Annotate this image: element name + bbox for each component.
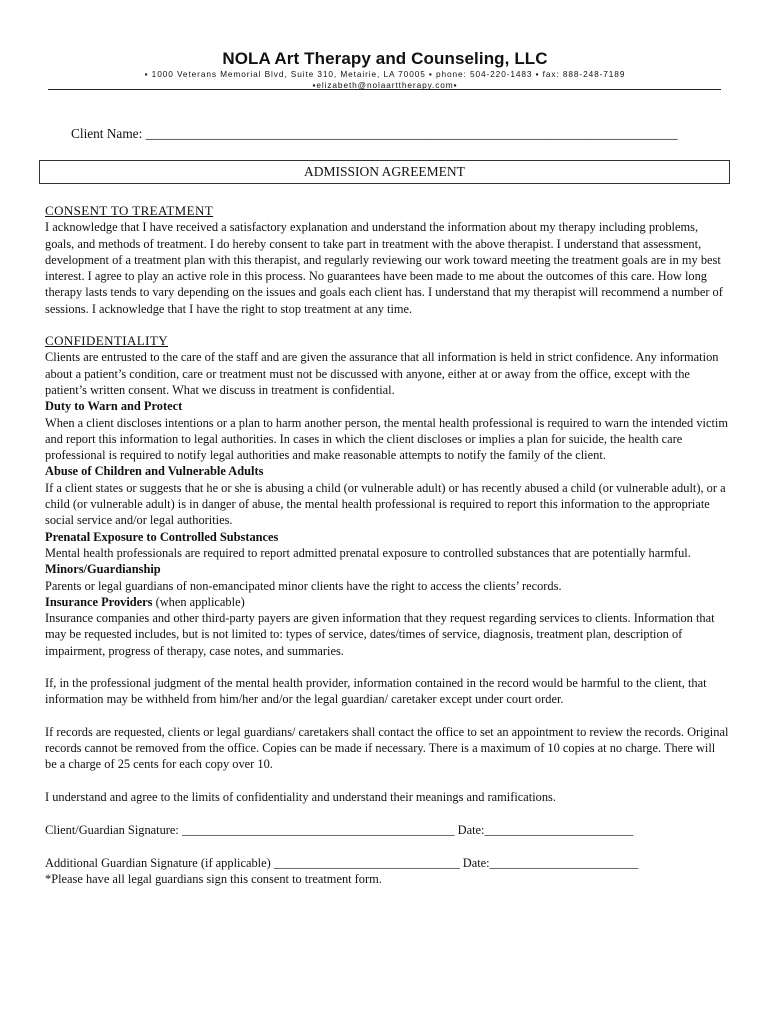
guardian-note: *Please have all legal guardians sign this consent to treatment form.	[45, 872, 382, 887]
consent-heading: CONSENT TO TREATMENT	[45, 203, 214, 218]
client-name-label: Client Name:	[71, 126, 143, 141]
insurance-heading-row	[45, 594, 729, 610]
client-signature-label: Client/Guardian Signature:	[45, 822, 182, 837]
header-divider	[48, 89, 721, 90]
form-title-box	[39, 160, 730, 184]
confidentiality-paragraph: Clients are entrusted to the care of the staff and are given the assurance that all information is held in strict confidence. Any information about a patient’s condition, care or treatment must not be discussed with anyone, either at or away from the office, except with the patient’s written consent. What we discuss in treatment is confidential.	[45, 350, 719, 397]
prenatal-paragraph: Mental health professionals are required to report admitted prenatal exposure to controlled substances that are potentially harmful.	[45, 545, 691, 560]
spacer	[45, 773, 729, 789]
client-name-row	[71, 126, 677, 142]
guardian-signature-row	[45, 855, 729, 871]
spacer	[45, 659, 729, 675]
client-name-field[interactable]: ________________________________________________________________________________	[145, 126, 678, 141]
duty-to-warn-heading: Duty to Warn and Protect	[45, 399, 183, 414]
guardian-signature-label: Additional Guardian Signature (if applicable)	[45, 856, 274, 871]
duty-to-warn-paragraph: When a client discloses intentions or a plan to harm another person, the mental health professional is required to warn the intended victim and report this information to legal authorities. In cases in which the client discloses or implies a plan for suicide, the health care professional is required to notify legal authorities and make reasonable attempts to notify the family of the client.	[45, 415, 729, 463]
minors-paragraph: Parents or legal guardians of non-emancipated minor clients have the right to access the clients’ records.	[45, 578, 562, 593]
practice-contact	[0, 69, 770, 91]
client-date-label: Date:	[454, 822, 485, 837]
guardian-signature-field[interactable]: ______________________________	[273, 856, 460, 871]
client-signature-row	[45, 822, 729, 838]
address-line: ▪ 1000 Veterans Memorial Blvd, Suite 310, Metairie, LA 70005 ▪ phone: 504-220-1483 ▪ fax: 888-248-7189	[144, 69, 626, 79]
consent-paragraph: I acknowledge that I have received a satisfactory explanation and understand the information about my therapy including problems, goals, and methods of treatment. I do hereby consent to take part in treatment with the above therapist. I understand that assessment, development of a treatment plan with this therapist, and regularly reviewing our work toward meeting the treatment goals are in my best interest. I agree to play an active role in this process. No guarantees have been made to me about the outcomes of this care. How long therapy lasts tends to vary depending on the issues and goals each client has. I understand that my therapist will recommend a number of sessions. I acknowledge that I have the right to stop treatment at any time.	[45, 220, 723, 316]
confidentiality-heading: CONFIDENTIALITY	[45, 333, 168, 349]
spacer	[45, 805, 729, 822]
form-title: ADMISSION AGREEMENT	[304, 164, 465, 179]
practice-name: NOLA Art Therapy and Counseling, LLC	[222, 49, 548, 68]
insurance-heading: Insurance Providers	[45, 594, 153, 609]
minors-heading: Minors/Guardianship	[45, 562, 161, 577]
guardian-date-field[interactable]: ________________________	[489, 856, 639, 871]
harmful-info-paragraph: If, in the professional judgment of the mental health provider, information contained in the record would be harmful to the client, that information may be withheld from him/her and/or the legal guardian/ caretaker except under court order.	[45, 676, 707, 707]
insurance-paragraph: Insurance companies and other third-party payers are given information that they request regarding services to clients. Information that may be requested includes, but is not limited to: types of service, dates/times of service, diagnosis, treatment plan, description of impairment, progress of therapy, case notes, and summaries.	[45, 611, 715, 658]
records-paragraph: If records are requested, clients or legal guardians/ caretakers shall contact the office to set an appointment to review the records. Original records cannot be removed from the office. Copies can be made if necessary. There is a maximum of 10 copies at no charge. There will be a charge of 25 cents for each copy over 10.	[45, 724, 729, 772]
abuse-heading: Abuse of Children and Vulnerable Adults	[45, 464, 264, 479]
email-line: ▪elizabeth@nolaarttherapy.com▪	[312, 80, 458, 90]
prenatal-heading: Prenatal Exposure to Controlled Substances	[45, 529, 279, 544]
abuse-paragraph: If a client states or suggests that he or she is abusing a child (or vulnerable adult) or has recently abused a child (or vulnerable adult), or a child (or vulnerable adult) is in danger of abuse, the mental health professional is required to report this information to the appropriate social service and/or legal authorities.	[45, 480, 726, 528]
insurance-note: (when applicable)	[152, 594, 245, 609]
client-signature-field[interactable]: ____________________________________________	[181, 822, 455, 837]
guardian-date-label: Date:	[459, 856, 490, 871]
spacer	[45, 708, 729, 724]
client-date-field[interactable]: ________________________	[484, 822, 634, 837]
document-body	[45, 203, 729, 888]
understanding-statement: I understand and agree to the limits of confidentiality and understand their meanings and ramifications.	[45, 789, 556, 804]
spacer	[45, 317, 729, 333]
spacer	[45, 838, 729, 855]
